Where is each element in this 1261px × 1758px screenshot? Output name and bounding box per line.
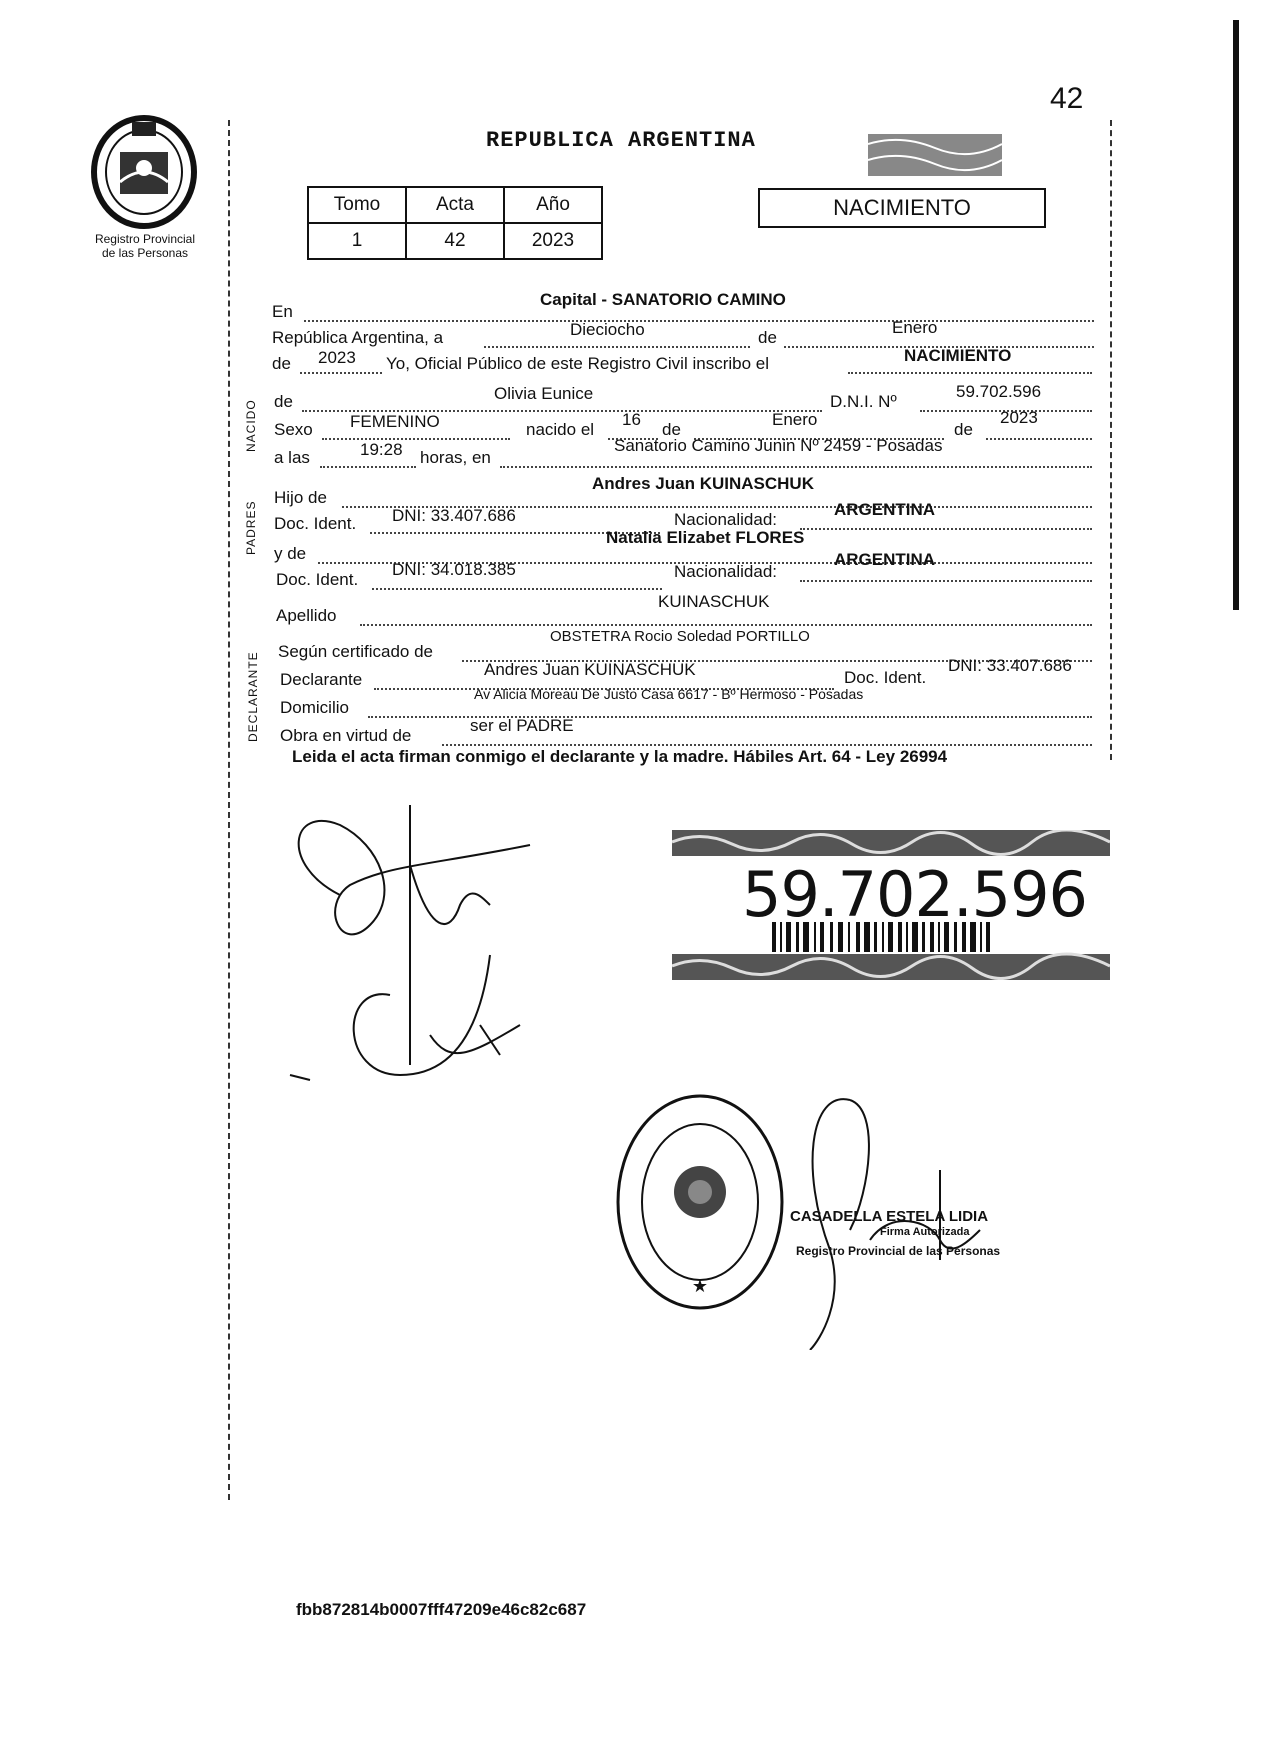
dotted-line [322,438,510,440]
value-declarante: Andres Juan KUINASCHUK [484,660,696,679]
registrar-name: CASADELLA ESTELA LIDIA [790,1208,989,1225]
label-domicilio: Domicilio [280,698,349,717]
value-dia-letras: Dieciocho [570,320,645,339]
label-a-las: a las [274,448,310,467]
record-header-tomo: Tomo [308,187,406,223]
side-label-nacido: NACIDO [244,399,258,452]
page-number: 42 [1050,82,1084,115]
value-declarante-dni: DNI: 33.407.686 [948,656,1072,675]
registrar-role: Firma Autorizada [880,1226,970,1238]
label-hijo-de: Hijo de [274,488,327,507]
value-madre-nac: ARGENTINA [834,550,936,569]
record-type-box: NACIMIENTO [758,188,1046,228]
label-de-start: de [272,354,291,373]
value-acto: NACIMIENTO [904,346,1012,365]
side-label-declarante: DECLARANTE [246,651,260,742]
registry-seal-icon [615,1092,785,1312]
value-nac-mes: Enero [772,410,818,429]
dotted-line [500,466,1092,468]
dni-barcode-label [672,830,1110,980]
svg-text:★: ★ [691,1276,709,1296]
value-certificado: OBSTETRA Rocio Soledad PORTILLO [550,628,810,645]
label-de-b: de [954,420,973,439]
scan-edge-line [1233,20,1239,610]
value-lugar-nac: Sanatorio Camino Junin Nº 2459 - Posadas [614,436,943,455]
value-padre-dni: DNI: 33.407.686 [392,506,516,525]
value-dni: 59.702.596 [956,382,1042,401]
dotted-line [360,624,1092,626]
registry-caption [70,232,220,260]
label-doc-ident-2: Doc. Ident. [276,570,359,589]
label-de-a: de [662,420,681,439]
label-nacionalidad-2: Nacionalidad: [674,562,778,581]
value-anio: 2023 [318,348,356,367]
value-obra: ser el PADRE [470,716,574,735]
dotted-line [800,528,1092,530]
label-y-de: y de [274,544,307,563]
label-nacido-el: nacido el [526,420,595,439]
dni-label-number: 59.702.596 [742,858,1087,931]
dotted-line [300,372,382,374]
label-sexo: Sexo [274,420,313,439]
document-hash: fbb872814b0007fff47209e46c82c687 [296,1600,587,1619]
province-coat-of-arms-logo [88,112,200,230]
value-sexo: FEMENINO [350,412,440,431]
caption-line-1: Registro Provincial [94,232,196,246]
value-mes: Enero [892,318,938,337]
record-value-tomo: 1 [308,223,406,259]
registrar-office: Registro Provincial de las Personas [796,1244,1001,1258]
closing-note: Leida el acta firman conmigo el declarante y la madre. Hábiles Art. 64 - Ley 26994 [292,747,948,766]
dotted-line [800,580,1092,582]
label-obra: Obra en virtud de [280,726,412,745]
dotted-line [372,588,662,590]
label-doc-ident-3: Doc. Ident. [844,668,927,687]
record-value-acta: 42 [406,223,504,259]
left-margin-line [228,120,232,1500]
small-stamp-icon [868,134,1002,176]
value-hora: 19:28 [360,440,403,459]
value-nombre: Olivia Eunice [494,384,594,403]
side-label-padres: PADRES [244,500,258,555]
label-en: En [272,302,293,321]
record-header-anio: Año [504,187,602,223]
record-header-acta: Acta [406,187,504,223]
label-yo: Yo, Oficial Público de este Registro Civil inscribo el [386,354,769,373]
value-lugar: Capital - SANATORIO CAMINO [540,290,786,309]
label-horas-en: horas, en [420,448,491,467]
value-padre-nac: ARGENTINA [834,500,936,519]
declarant-signature-icon [280,805,540,1105]
label-doc-ident: Doc. Ident. [274,514,357,533]
label-dni: D.N.I. Nº [830,392,897,411]
dotted-line [320,466,416,468]
dotted-line [848,372,1092,374]
record-value-anio: 2023 [504,223,602,259]
label-nacionalidad: Nacionalidad: [674,510,778,529]
value-apellido: KUINASCHUK [658,592,770,611]
right-margin-line [1110,120,1114,760]
dotted-line [304,320,1094,322]
label-apellido: Apellido [276,606,337,625]
label-declarante: Declarante [280,670,363,689]
dotted-line [484,346,750,348]
caption-line-2: de las Personas [101,246,189,260]
label-segun: Según certificado de [278,642,433,661]
value-madre: Natalia Elizabet FLORES [606,528,805,547]
label-republica: República Argentina, a [272,328,444,347]
dotted-line [986,438,1092,440]
label-de-name: de [274,392,293,411]
record-table [307,186,603,260]
document-title: REPUBLICA ARGENTINA [486,128,756,153]
label-de-mid: de [758,328,777,347]
value-nac-anio: 2023 [1000,408,1038,427]
value-domicilio: Av Alicia Moreau De Justo Casa 6617 - Bº Hermoso - Posadas [474,686,864,702]
value-nac-dia: 16 [622,410,641,429]
value-madre-dni: DNI: 34.018.385 [392,560,516,579]
value-padre: Andres Juan KUINASCHUK [592,474,814,493]
